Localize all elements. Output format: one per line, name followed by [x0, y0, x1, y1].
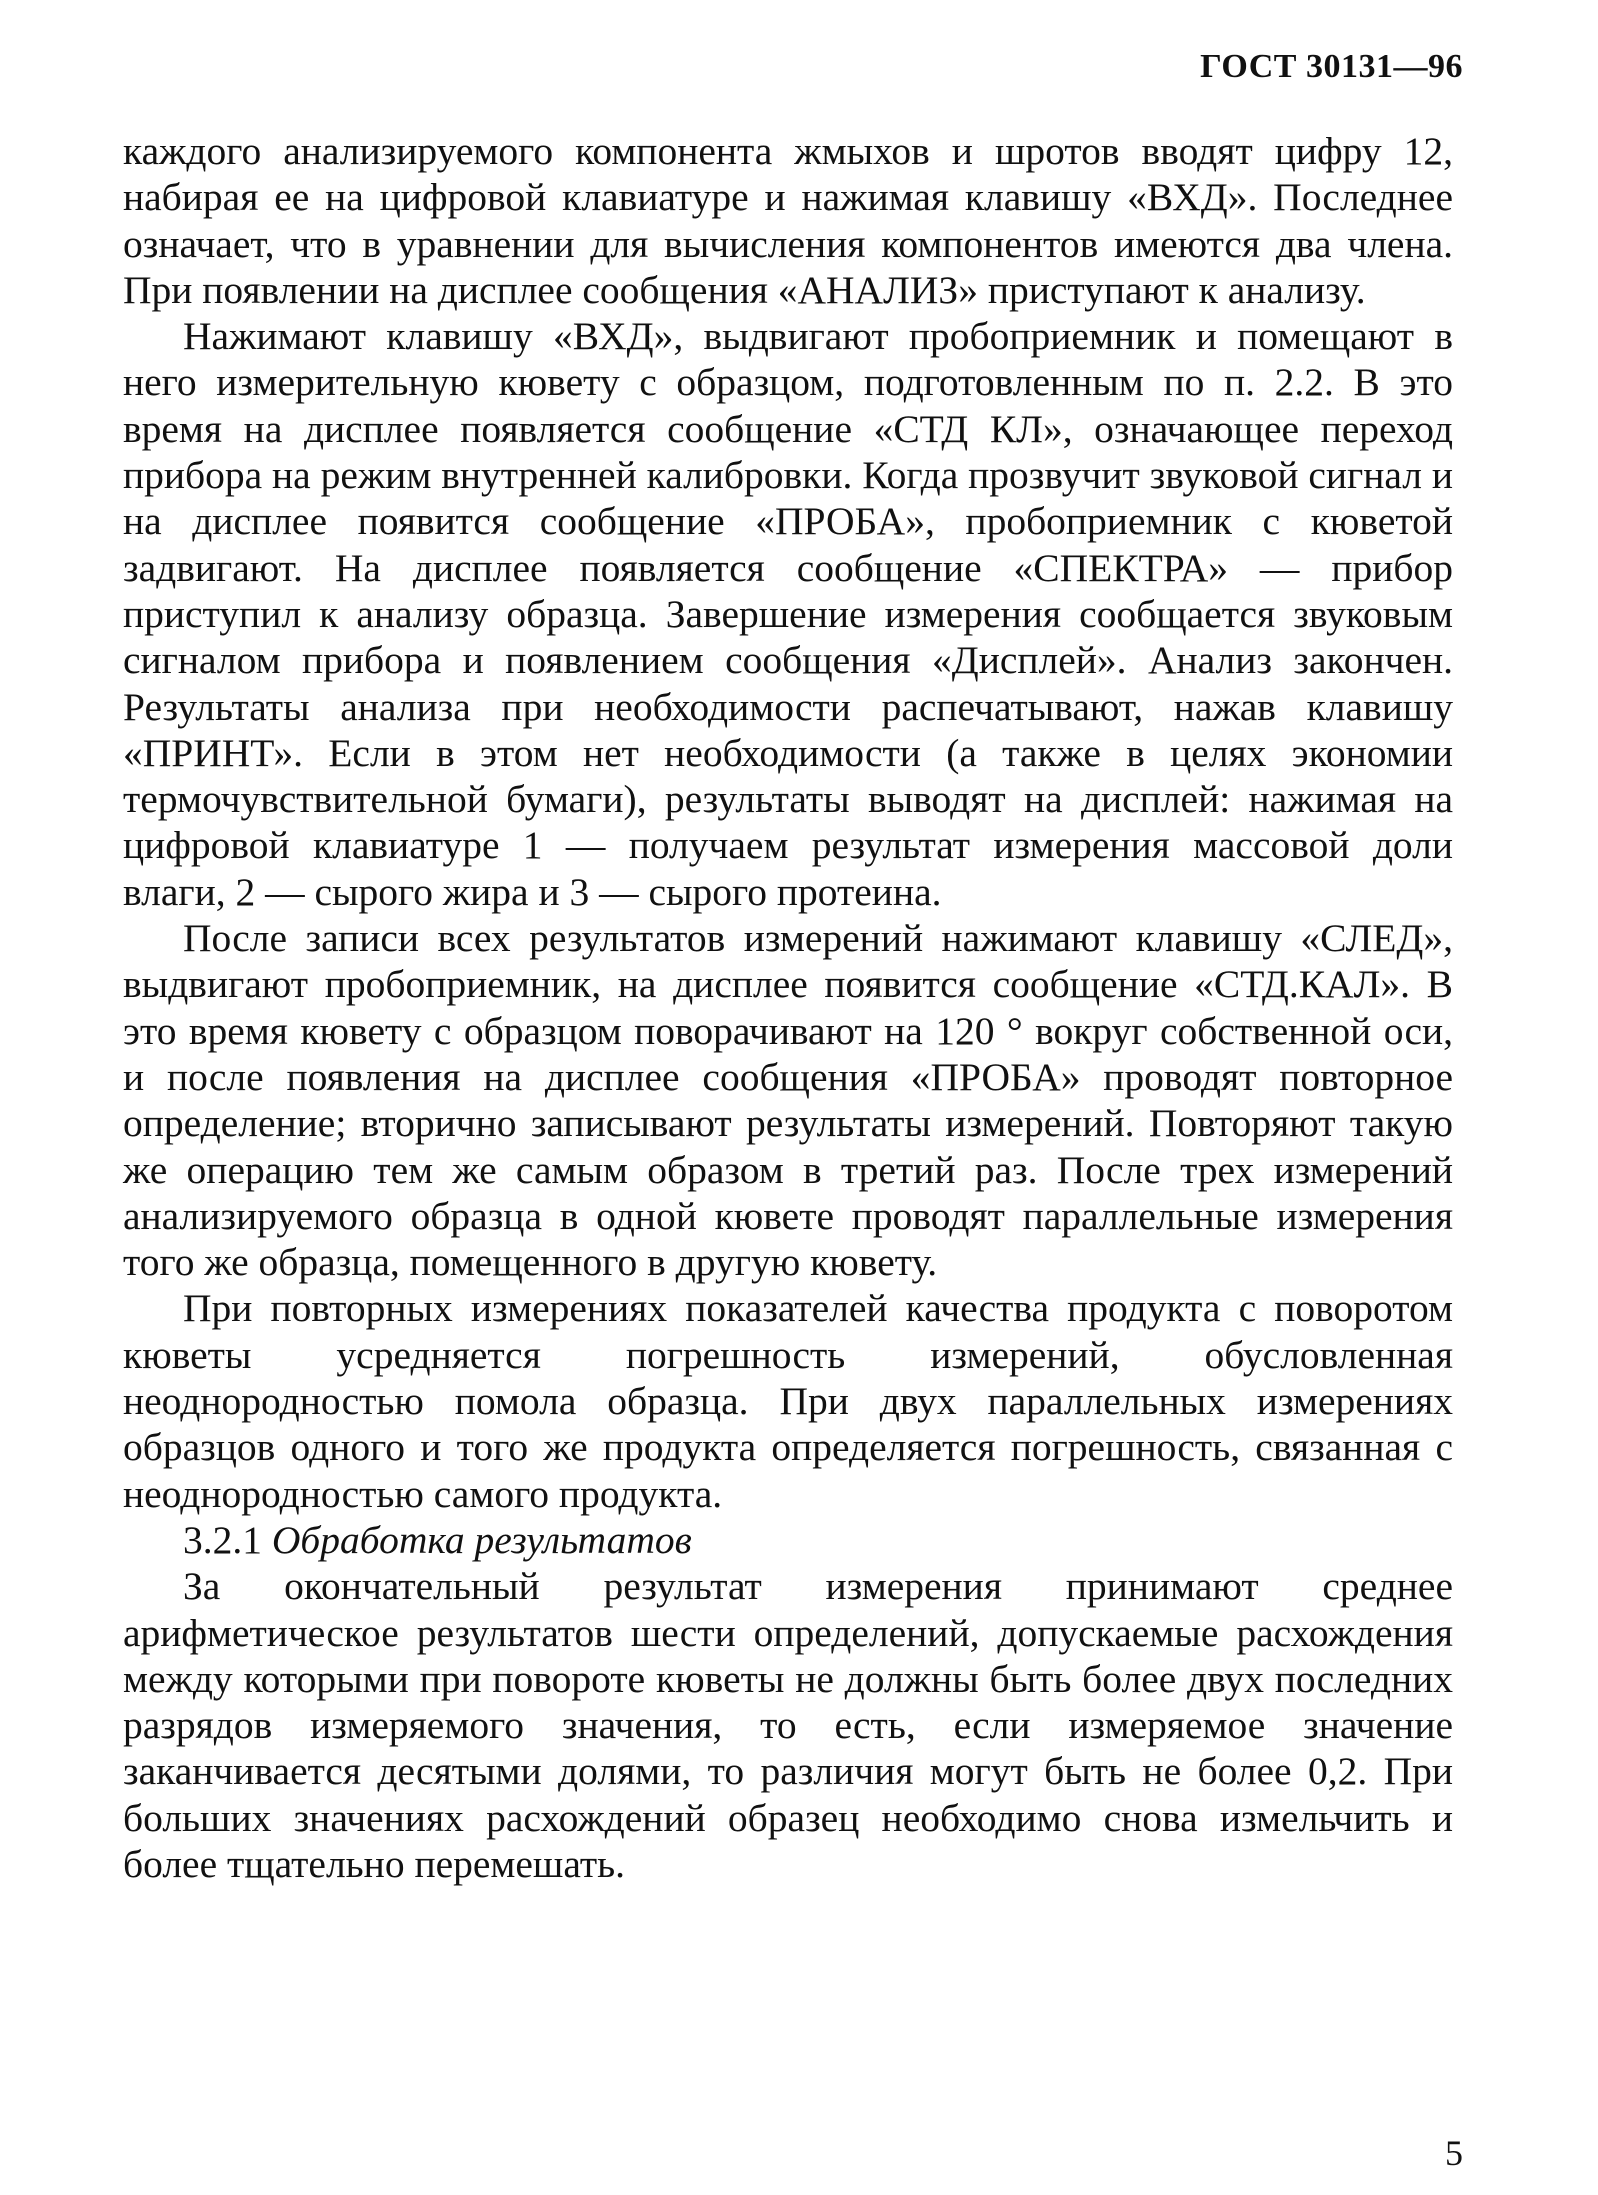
page-number: 5	[1445, 2133, 1463, 2173]
standard-header: ГОСТ 30131—96	[1200, 48, 1463, 85]
paragraph-error-averaging: При повторных измерениях показателей качества продукта с поворотом кюветы усредняется погрешность измерений, обусловленная неоднородностью помола образца. При двух параллельных измерениях образцов одного и того же продукта определяется погрешность, связанная с неоднородностью самого продукта.	[123, 1286, 1453, 1516]
paragraph-repeat-measurements: После записи всех результатов измерений нажимают клавишу «СЛЕД», выдвигают пробоприемник, на дисплее появится сообщение «СТД.КАЛ». В это время кювету с образцом поворачивают на 120 ° вокруг собственной оси, и после появления на дисплее сообщения «ПРОБА» проводят повторное определение; вторично записывают результаты измерений. Повторяют такую же операцию тем же самым образом в третий раз. После трех измерений анализируемого образца в одной кювете проводят параллельные измерения того же образца, помещенного в другую кювету.	[123, 916, 1453, 1285]
section-number: 3.2.1	[183, 1517, 262, 1562]
section-heading	[123, 1517, 1453, 1563]
paragraph-continuation: каждого анализируемого компонента жмыхов и шротов вводят цифру 12, набирая ее на цифровой клавиатуре и нажимая клавишу «ВХД». Последнее означает, что в уравнении для вычисления компонентов имеются два члена. При появлении на дисплее сообщения «АНАЛИЗ» приступают к анализу.	[123, 129, 1453, 312]
paragraph-result-processing: За окончательный результат измерения принимают среднее арифметическое результатов шести определений, допускаемые расхождения между которыми при повороте кюветы не должны быть более двух последних разрядов измеряемого значения, то есть, если измеряемое значение заканчивается десятыми долями, то различия могут быть не более 0,2. При больших значениях расхождений образец необходимо снова измельчить и более тщательно перемешать.	[123, 1564, 1453, 1886]
document-body	[123, 128, 1453, 1887]
paragraph-measurement-procedure: Нажимают клавишу «ВХД», выдвигают пробоприемник и помещают в него измерительную кювету с образцом, подготовленным по п. 2.2. В это время на дисплее появляется сообщение «СТД КЛ», означающее переход прибора на режим внутренней калибровки. Когда прозвучит звуковой сигнал и на дисплее появится сообщение «ПРОБА», пробоприемник с кюветой задвигают. На дисплее появляется сообщение «СПЕКТРА» — прибор приступил к анализу образца. Завершение измерения сообщается звуковым сигналом прибора и появлением сообщения «Дисплей». Анализ закончен. Результаты анализа при необходимости распечатывают, нажав клавишу «ПРИНТ». Если в этом нет необходимости (а также в целях экономии термочувствительной бумаги), результаты выводят на дисплей: нажимая на цифровой клавиатуре 1 — получаем результат измерения массовой доли влаги, 2 — сырого жира и 3 — сырого протеина.	[123, 314, 1453, 914]
section-title: Обработка результатов	[271, 1517, 692, 1562]
